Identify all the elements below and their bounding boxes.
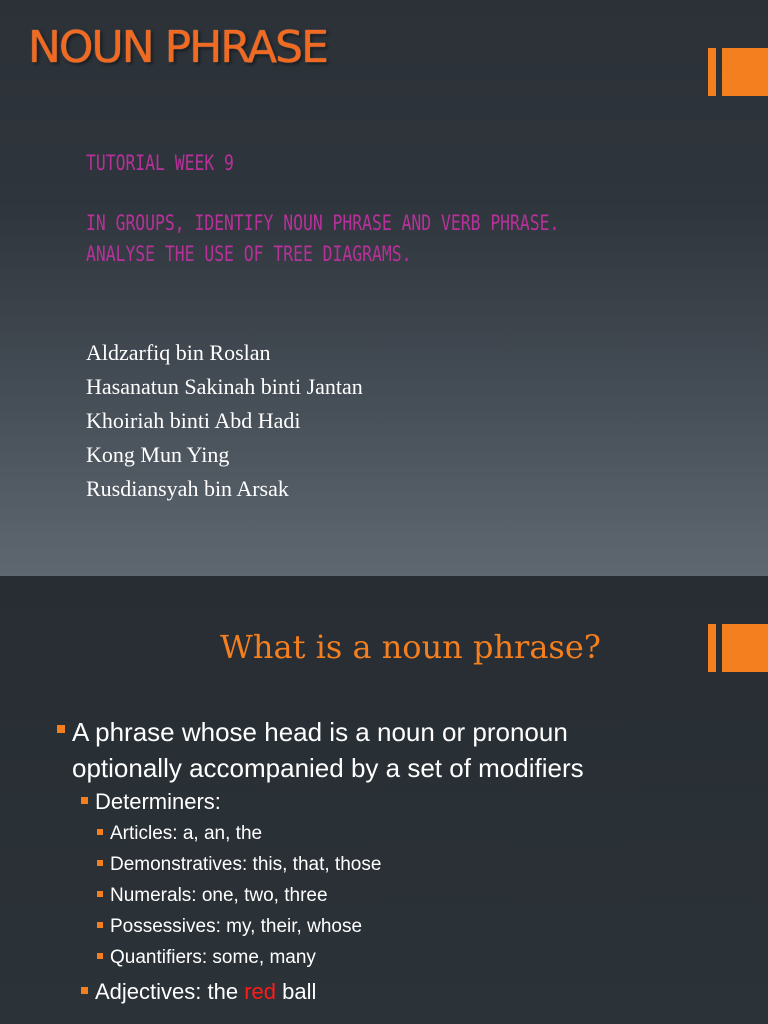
member-name: Hasanatun Sakinah binti Jantan — [86, 374, 363, 399]
definition-line: optionally accompanied by a set of modifiers — [72, 753, 584, 783]
definition-content — [0, 714, 768, 1008]
bullet-square-icon — [81, 797, 88, 804]
bullet-square-icon — [81, 987, 88, 994]
member-name: Kong Mun Ying — [86, 442, 230, 467]
slide-definition — [0, 576, 768, 1024]
tutorial-week-label: TUTORIAL WEEK 9 — [86, 151, 234, 175]
bullet-square-icon — [97, 860, 103, 866]
task-instructions — [86, 208, 559, 270]
member-name: Rusdiansyah bin Arsak — [86, 476, 289, 501]
bullet-square-icon — [97, 891, 103, 897]
accent-bar-icon — [708, 48, 768, 96]
adjectives-item — [95, 976, 768, 1008]
determiner-item — [110, 911, 768, 942]
determiners-item — [95, 786, 768, 818]
determiner-text: Articles: a, an, the — [110, 823, 263, 844]
adjectives-suffix: ball — [275, 979, 317, 1004]
definition-line: A phrase whose head is a noun or pronoun — [72, 717, 568, 747]
adjectives-prefix: Adjectives: the — [95, 979, 245, 1004]
adjective-example-highlight: red — [244, 979, 276, 1004]
slide-definition-heading: What is a noun phrase? — [220, 628, 601, 666]
determiner-text: Quantifiers: some, many — [110, 947, 316, 968]
determiners-label: Determiners: — [95, 789, 221, 814]
bullet-square-icon — [97, 829, 103, 835]
determiner-text: Possessives: my, their, whose — [110, 916, 363, 937]
determiner-text: Demonstratives: this, that, those — [110, 854, 382, 875]
definition-item — [72, 714, 712, 786]
bullet-square-icon — [57, 725, 65, 733]
determiner-text: Numerals: one, two, three — [110, 885, 328, 906]
task-line: IN GROUPS, IDENTIFY NOUN PHRASE AND VERB PHRASE. — [86, 211, 560, 235]
group-members-list — [86, 336, 363, 506]
determiner-item — [110, 942, 768, 973]
determiner-item — [110, 849, 768, 880]
bullet-square-icon — [97, 922, 103, 928]
task-line: ANALYSE THE USE OF TREE DIAGRAMS. — [86, 242, 412, 266]
determiner-item — [110, 880, 768, 911]
determiner-item — [110, 818, 768, 849]
accent-bar-icon — [708, 624, 768, 672]
member-name: Khoiriah binti Abd Hadi — [86, 408, 301, 433]
slide-title-heading: NOUN PHRASE — [28, 22, 327, 73]
bullet-square-icon — [97, 953, 103, 959]
member-name: Aldzarfiq bin Roslan — [86, 340, 271, 365]
